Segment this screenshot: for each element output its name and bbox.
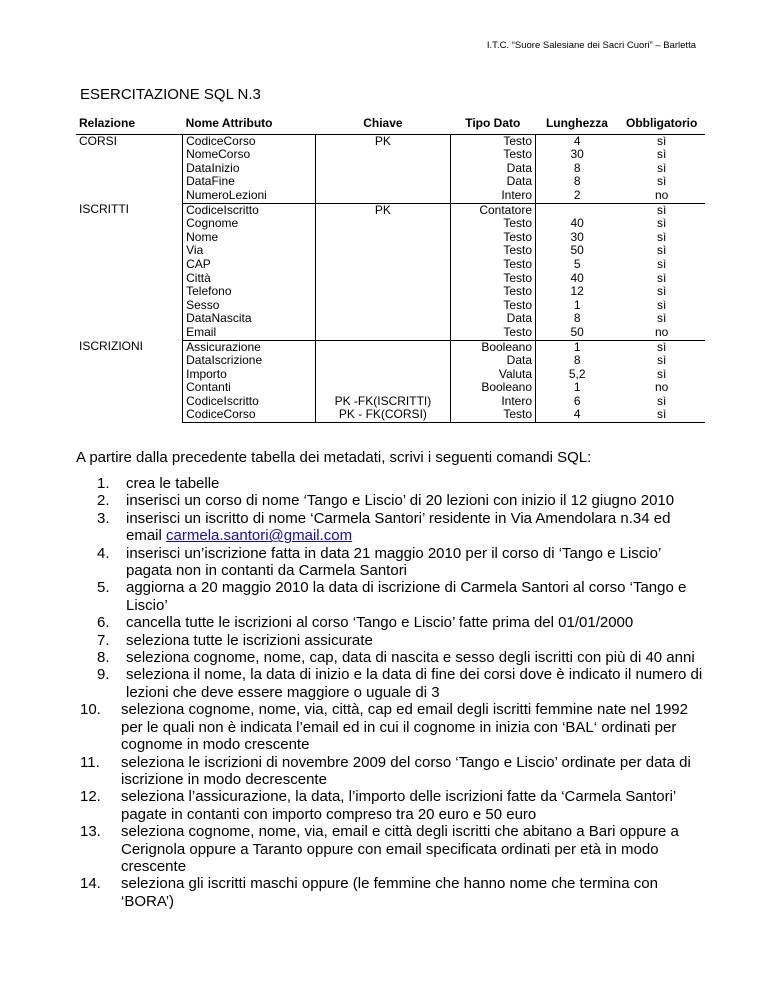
attribute-cell: DataNascita	[183, 312, 316, 326]
task-item	[80, 492, 704, 509]
attribute-cell: NumeroLezioni	[183, 189, 316, 203]
type-cell: Booleano	[450, 340, 536, 354]
table-row	[76, 148, 705, 162]
type-cell: Testo	[450, 326, 536, 340]
length-cell: 8	[573, 353, 581, 368]
required-cell: sì	[657, 284, 667, 299]
length-cell: 12	[570, 284, 584, 299]
task-number: 9.	[97, 666, 110, 684]
type-cell: Testo	[450, 272, 536, 286]
type-cell: Testo	[450, 134, 536, 148]
required-cell: sì	[657, 393, 667, 408]
key-cell	[316, 326, 450, 340]
relazione-cell	[76, 231, 183, 245]
type-cell: Testo	[450, 244, 536, 258]
required-cell: sì	[657, 229, 667, 244]
table-row	[76, 285, 705, 299]
task-number: 14.	[80, 875, 101, 893]
relazione-cell	[76, 312, 183, 326]
required-cell: sì	[618, 203, 705, 217]
type-cell: Data	[450, 312, 536, 326]
required-cell: no	[654, 380, 669, 395]
type-cell: Data	[450, 175, 536, 189]
required-cell: sì	[657, 270, 667, 285]
table-row	[76, 368, 705, 382]
task-item	[80, 823, 704, 875]
task-number: 5.	[97, 579, 110, 597]
length-cell: 5	[573, 256, 581, 271]
task-number: 13.	[80, 823, 101, 841]
key-cell	[316, 285, 450, 299]
length-cell: 40	[570, 216, 584, 231]
table-row	[76, 203, 705, 217]
instruction-text: A partire dalla precedente tabella dei metadati, scrivi i seguenti comandi SQL:	[76, 449, 592, 466]
relazione-cell	[76, 217, 183, 231]
key-cell	[316, 354, 450, 368]
task-text: cancella tutte le iscrizioni al corso ‘Tango e Liscio’ fatte prima del 01/01/2000	[126, 614, 634, 632]
attribute-cell: CodiceCorso	[183, 134, 316, 148]
table-row	[76, 134, 705, 148]
task-text: seleziona il nome, la data di inizio e la data di fine dei corsi dove è indicato il numero di lezioni che deve essere maggiore o uguale di 3	[126, 666, 703, 701]
required-cell: sì	[657, 311, 667, 326]
type-cell: Contatore	[450, 203, 536, 217]
length-cell: 2	[573, 187, 581, 202]
required-cell: sì	[657, 174, 667, 189]
required-cell: no	[654, 324, 669, 339]
task-item	[80, 510, 704, 545]
table-row	[76, 272, 705, 286]
length-cell: 8	[573, 160, 581, 175]
task-text: inserisci un iscritto di nome ‘Carmela Santori’ residente in Via Amendolara n.34 ed email	[126, 509, 671, 545]
email-link[interactable]: carmela.santori@gmail.com	[166, 527, 353, 545]
length-cell	[536, 203, 619, 217]
task-number: 11.	[80, 753, 100, 771]
task-item	[80, 475, 704, 492]
length-cell: 5,2	[568, 366, 586, 381]
required-cell: sì	[657, 366, 667, 381]
key-cell	[316, 381, 450, 395]
attribute-cell: Nome	[183, 231, 316, 245]
key-cell	[316, 148, 450, 162]
length-cell: 8	[573, 174, 581, 189]
type-cell: Valuta	[450, 368, 536, 382]
table-row	[76, 162, 705, 176]
length-cell: 6	[573, 393, 581, 408]
metadata-table	[76, 116, 705, 423]
length-cell: 1	[573, 297, 581, 312]
relazione-cell	[76, 272, 183, 286]
page-header: I.T.C. “Suore Salesiane dei Sacri Cuori” – Barletta	[486, 40, 696, 51]
attribute-cell: DataFine	[183, 175, 316, 189]
length-cell: 4	[573, 133, 581, 148]
table-row	[76, 258, 705, 272]
attribute-cell: Contanti	[183, 381, 316, 395]
relazione-cell	[76, 368, 183, 382]
task-item	[80, 649, 704, 666]
type-cell: Testo	[450, 285, 536, 299]
type-cell: Testo	[450, 148, 536, 162]
task-item	[80, 545, 704, 580]
key-cell	[316, 312, 450, 326]
task-text: inserisci un corso di nome ‘Tango e Liscio’ di 20 lezioni con inizio il 12 giugno 2010	[126, 492, 675, 510]
table-row	[76, 244, 705, 258]
task-item	[80, 579, 704, 614]
attribute-cell: Cognome	[183, 217, 316, 231]
required-cell: sì	[657, 353, 667, 368]
attribute-cell: CodiceCorso	[183, 408, 316, 422]
attribute-cell: Città	[183, 272, 316, 286]
task-item	[80, 701, 704, 753]
required-cell: sì	[657, 133, 667, 148]
relazione-cell	[76, 258, 183, 272]
relazione-cell	[76, 326, 183, 340]
task-list	[80, 475, 704, 910]
key-cell	[316, 258, 450, 272]
type-cell: Intero	[450, 395, 536, 409]
task-number: 2.	[97, 492, 110, 510]
table-row	[76, 408, 705, 422]
table-row	[76, 340, 705, 354]
key-cell	[316, 231, 450, 245]
length-cell: 8	[573, 311, 581, 326]
required-cell: sì	[657, 216, 667, 231]
key-cell	[316, 162, 450, 176]
col-header-relazione: Relazione	[76, 116, 183, 134]
required-cell: sì	[657, 147, 667, 162]
relazione-cell	[76, 244, 183, 258]
relazione-cell	[76, 175, 183, 189]
key-cell	[316, 175, 450, 189]
relazione-cell	[76, 285, 183, 299]
task-number: 1.	[97, 475, 110, 492]
table-header-row	[76, 116, 705, 134]
task-item	[80, 666, 704, 701]
task-text: seleziona cognome, nome, via, email e città degli iscritti che abitano a Bari oppure a Cerignola oppure a Taranto oppure con email specificata ordinati per età in modo crescente	[121, 823, 679, 875]
length-cell: 30	[570, 229, 584, 244]
page-title: ESERCITAZIONE SQL N.3	[80, 86, 261, 103]
task-text: seleziona l’assicurazione, la data, l’importo delle iscrizioni fatte da ‘Carmela Santori’ pagate in contanti con importo compreso tra 20 euro e 50 euro	[121, 788, 676, 823]
col-header-chiave: Chiave	[316, 116, 450, 134]
col-header-lunghezza: Lunghezza	[536, 116, 619, 134]
task-item	[80, 788, 704, 823]
length-cell: 1	[536, 340, 619, 354]
relazione-cell	[76, 408, 183, 422]
attribute-cell: Sesso	[183, 299, 316, 313]
col-header-obbligatorio: Obbligatorio	[618, 116, 705, 134]
task-number: 10.	[80, 701, 101, 719]
key-cell: PK -FK(ISCRITTI)	[334, 393, 432, 408]
table-row	[76, 395, 705, 409]
attribute-cell: Via	[183, 244, 316, 258]
key-cell	[316, 189, 450, 203]
relazione-cell	[76, 189, 183, 203]
attribute-cell: Assicurazione	[183, 340, 316, 354]
attribute-cell: NomeCorso	[183, 148, 316, 162]
type-cell: Data	[450, 354, 536, 368]
length-cell: 30	[570, 147, 584, 162]
key-cell	[316, 244, 450, 258]
task-text: crea le tabelle	[126, 475, 220, 492]
required-cell: no	[654, 187, 669, 202]
col-header-nome-attributo: Nome Attributo	[183, 116, 316, 134]
required-cell: sì	[657, 160, 667, 175]
task-item	[80, 614, 704, 631]
attribute-cell: DataIscrizione	[183, 354, 316, 368]
key-cell	[316, 272, 450, 286]
relazione-cell	[76, 148, 183, 162]
task-text: seleziona gli iscritti maschi oppure (le femmine che hanno nome che termina con ‘BORA’)	[121, 875, 658, 910]
length-cell: 50	[570, 324, 584, 339]
table-row	[76, 354, 705, 368]
attribute-cell: Importo	[183, 368, 316, 382]
task-text: seleziona tutte le iscrizioni assicurate	[126, 631, 373, 649]
task-item	[80, 875, 704, 910]
type-cell: Testo	[450, 408, 536, 422]
key-cell	[316, 340, 450, 354]
task-number: 8.	[97, 649, 110, 667]
task-item	[80, 632, 704, 649]
length-cell: 4	[536, 408, 619, 422]
relazione-cell	[76, 395, 183, 409]
type-cell: Intero	[450, 189, 536, 203]
required-cell: sì	[618, 408, 705, 422]
required-cell: sì	[657, 256, 667, 271]
attribute-cell: CodiceIscritto	[183, 395, 316, 409]
length-cell: 50	[570, 243, 584, 258]
table-row	[76, 326, 705, 340]
task-text: seleziona le iscrizioni di novembre 2009 del corso ‘Tango e Liscio’ ordinate per data di iscrizione in modo decrescente	[121, 753, 691, 788]
task-text: aggiorna a 20 maggio 2010 la data di iscrizione di Carmela Santori al corso ‘Tango e Liscio’	[126, 579, 687, 614]
task-number: 12.	[80, 788, 101, 806]
key-cell	[316, 368, 450, 382]
required-cell: sì	[657, 297, 667, 312]
table-row	[76, 175, 705, 189]
key-cell	[316, 299, 450, 313]
type-cell: Booleano	[450, 381, 536, 395]
task-item	[80, 754, 704, 789]
task-text: inserisci un’iscrizione fatta in data 21 maggio 2010 per il corso di ‘Tango e Liscio’ pagata non in contanti da Carmela Santori	[126, 544, 661, 580]
type-cell: Testo	[450, 258, 536, 272]
task-text: seleziona cognome, nome, cap, data di nascita e sesso degli iscritti con più di 40 anni	[126, 649, 695, 667]
key-cell	[316, 217, 450, 231]
type-cell: Data	[450, 162, 536, 176]
relazione-cell	[76, 381, 183, 395]
table-row	[76, 312, 705, 326]
table-row	[76, 231, 705, 245]
table-row	[76, 189, 705, 203]
table-row	[76, 299, 705, 313]
metadata-table-body	[76, 134, 705, 422]
type-cell: Testo	[450, 299, 536, 313]
attribute-cell: DataInizio	[183, 162, 316, 176]
task-number: 7.	[97, 631, 110, 649]
attribute-cell: CodiceIscritto	[183, 203, 316, 217]
col-header-tipo-dato: Tipo Dato	[450, 116, 536, 134]
table-row	[76, 217, 705, 231]
key-cell: PK	[316, 203, 450, 217]
relazione-cell	[76, 162, 183, 176]
table-row	[76, 381, 705, 395]
key-cell: PK	[374, 133, 391, 148]
length-cell: 1	[573, 380, 581, 395]
length-cell: 40	[570, 270, 584, 285]
task-number: 4.	[97, 544, 110, 562]
required-cell: sì	[657, 243, 667, 258]
attribute-cell: CAP	[183, 258, 316, 272]
attribute-cell: Email	[183, 326, 316, 340]
task-number: 6.	[97, 614, 110, 632]
relazione-cell: ISCRITTI	[79, 202, 129, 217]
relazione-cell	[76, 354, 183, 368]
relazione-cell: ISCRIZIONI	[79, 339, 144, 353]
required-cell: sì	[618, 340, 705, 354]
type-cell: Testo	[450, 231, 536, 245]
relazione-cell	[76, 299, 183, 313]
type-cell: Testo	[450, 217, 536, 231]
key-cell: PK - FK(CORSI)	[316, 408, 450, 422]
attribute-cell: Telefono	[183, 285, 316, 299]
task-text: seleziona cognome, nome, via, città, cap ed email degli iscritti femmine nate nel 1992 per le quali non è indicata l’email ed in cui il cognome in inizia con ‘BAL‘ ordinati per cognome in modo crescente	[121, 701, 688, 754]
relazione-cell: CORSI	[79, 133, 118, 148]
task-number: 3.	[97, 509, 110, 527]
